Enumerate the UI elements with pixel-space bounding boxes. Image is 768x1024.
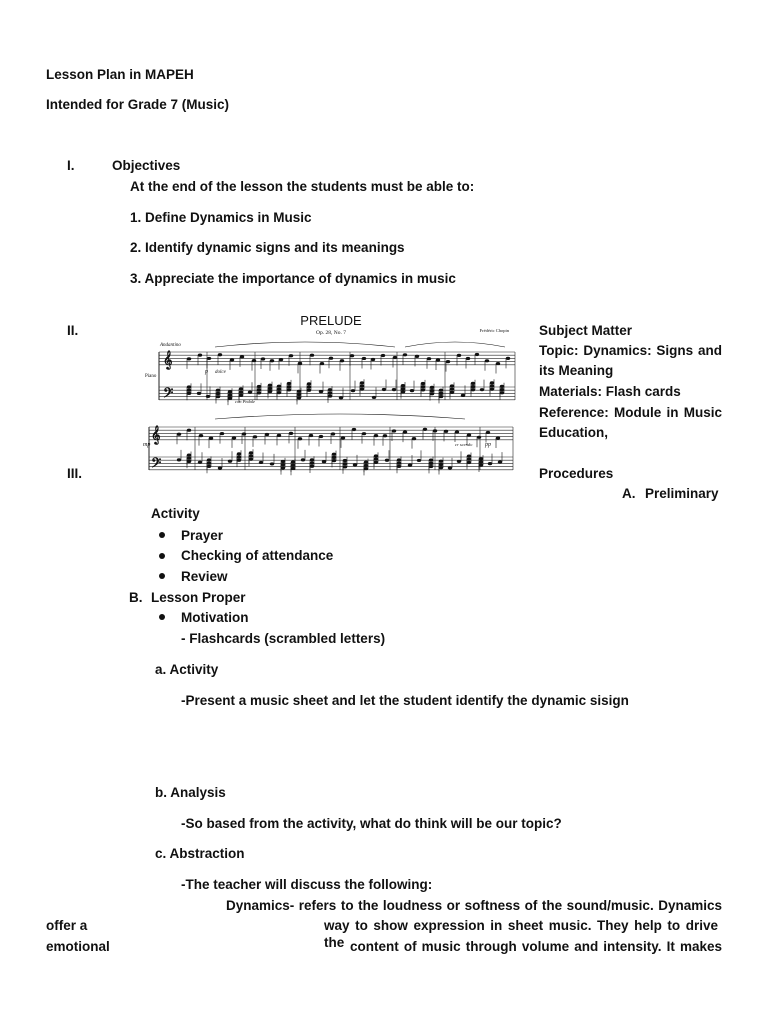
note-head [392,429,396,432]
sheet-opus: Op. 28, No. 7 [316,330,346,336]
note-head [430,392,434,395]
note-head [486,431,490,434]
note-head [362,357,366,360]
note-head [320,362,324,365]
section-numeral-procedures: III. [67,466,83,481]
note-head [385,459,389,462]
sheet-title: PRELUDE [300,313,362,328]
note-head [417,459,421,462]
note-head [490,381,494,384]
abstraction-text: -The teacher will discuss the following: [181,877,433,892]
note-head [197,392,201,395]
note-head [374,454,378,457]
note-head [268,390,272,393]
note-head [332,459,336,462]
note-head [281,466,285,469]
note-head [249,451,253,454]
note-head [477,436,481,439]
note-head [232,436,236,439]
note-head [307,389,311,392]
note-head [480,388,484,391]
note-head [177,458,181,461]
note-head [506,357,510,360]
note-head [471,385,475,388]
note-head [206,395,210,398]
dynamic-mark: pp [485,442,491,448]
note-head [364,464,368,467]
objective-item: 1. Define Dynamics in Music [130,210,312,225]
slur [215,342,395,347]
note-head [298,362,302,365]
note-head [485,359,489,362]
note-head [467,454,471,457]
note-head [339,396,343,399]
motivation-detail: - Flashcards (scrambled letters) [181,631,386,646]
note-head [277,385,281,388]
objective-item: 3. Appreciate the importance of dynamics in music [130,271,456,286]
note-head [382,388,386,391]
note-head [297,390,301,393]
note-head [270,359,274,362]
note-head [239,387,243,390]
note-head [289,432,293,435]
note-head [332,456,336,459]
note-head [496,436,500,439]
note-head [268,384,272,387]
note-head [187,389,191,392]
note-head [281,460,285,463]
note-head [439,389,443,392]
note-head [467,461,471,464]
note-head [412,437,416,440]
note-head [239,391,243,394]
dynamics-definition-line: offer a [46,918,88,933]
topic-line: Topic: Dynamics: Signs and [539,343,722,358]
note-head [479,464,483,467]
note-head [291,464,295,467]
note-head [187,392,191,395]
note-head [343,462,347,465]
note-head [429,459,433,462]
clef-icon: 𝄢 [163,387,174,404]
note-head [343,459,347,462]
note-head [277,388,281,391]
note-head [332,453,336,456]
note-head [310,465,314,468]
bullet-icon [159,553,165,559]
note-head [298,437,302,440]
music-sheet-image [135,307,523,482]
note-head [207,462,211,465]
note-head [228,460,232,463]
note-head [187,357,191,360]
note-head [277,434,281,437]
bullet-icon [159,614,165,620]
note-head [466,357,470,360]
note-head [457,460,461,463]
note-head [439,395,443,398]
note-head [207,465,211,468]
note-head [319,390,323,393]
note-head [467,433,471,436]
note-head [490,388,494,391]
note-head [319,435,323,438]
note-head [281,463,285,466]
dynamics-definition-line: way to show expression in sheet music. They help to drive the [324,918,718,950]
procedure-b-label: B. [129,590,143,605]
note-head [237,459,241,462]
note-head [444,430,448,433]
note-head [496,362,500,365]
pedal-mark: con Pedale [235,399,256,404]
note-head [455,430,459,433]
note-head [403,431,407,434]
section-numeral-objectives: I. [67,158,75,173]
note-head [257,391,261,394]
dynamic-mark: cr scendo [455,442,473,447]
procedure-b-text: Lesson Proper [151,590,246,605]
dynamics-definition-line: content of music through volume and intensity. It makes [350,939,722,954]
note-head [287,385,291,388]
note-head [408,464,412,467]
note-head [230,358,234,361]
note-head [307,382,311,385]
note-head [372,396,376,399]
note-head [187,454,191,457]
note-head [392,388,396,391]
note-head [341,436,345,439]
note-head [383,434,387,437]
note-head [268,387,272,390]
note-head [187,429,191,432]
note-head [374,461,378,464]
note-head [253,435,257,438]
document-title: Lesson Plan in MAPEH [46,67,194,82]
note-head [364,467,368,470]
note-head [340,359,344,362]
note-head [353,463,357,466]
section-numeral-subject: II. [67,323,79,338]
note-head [289,354,293,357]
note-head [423,428,427,431]
note-head [248,391,252,394]
note-head [415,355,419,358]
note-head [374,434,378,437]
note-head [265,433,269,436]
note-head [331,432,335,435]
note-head [177,433,181,436]
note-head [301,458,305,461]
note-head [216,389,220,392]
list-item: Motivation [181,610,249,625]
note-head [360,388,364,391]
note-head [500,385,504,388]
subject-matter-heading: Subject Matter [539,323,633,338]
activity-heading: a. Activity [155,662,219,677]
grade-level: Intended for Grade 7 (Music) [46,97,230,112]
note-head [479,457,483,460]
note-head [500,391,504,394]
reference-line: Education, [539,425,609,440]
note-head [328,394,332,397]
note-head [488,462,492,465]
note-head [439,466,443,469]
note-head [450,388,454,391]
note-head [352,428,356,431]
note-head [364,461,368,464]
note-head [450,391,454,394]
note-head [242,432,246,435]
note-head [220,432,224,435]
reference-line: Reference: Module in Music [539,405,722,420]
note-head [427,357,431,360]
note-head [207,458,211,461]
note-head [471,382,475,385]
note-head [397,458,401,461]
sheet-tempo: Andantino [160,343,181,348]
topic-line: its Meaning [539,363,614,378]
note-head [343,465,347,468]
note-head [310,461,314,464]
analysis-text: -So based from the activity, what do think will be our topic? [181,816,562,831]
note-head [350,354,354,357]
note-head [216,392,220,395]
note-head [429,462,433,465]
note-head [471,388,475,391]
note-head [209,436,213,439]
procedures-heading: Procedures [539,466,614,481]
note-head [270,462,274,465]
note-head [430,389,434,392]
dynamic-mark: mp [143,442,151,448]
procedure-a-label: A. [622,486,636,501]
note-head [403,353,407,356]
note-head [328,391,332,394]
note-head [457,354,461,357]
materials-line: Materials: Flash cards [539,384,681,399]
note-head [401,390,405,393]
analysis-heading: b. Analysis [155,785,226,800]
note-head [277,391,281,394]
note-head [252,359,256,362]
procedure-a-text-cont: Activity [151,506,200,521]
note-head [287,388,291,391]
note-head [374,458,378,461]
note-head [257,385,261,388]
note-head [479,460,483,463]
objective-item: 2. Identify dynamic signs and its meanings [130,240,405,255]
note-head [328,388,332,391]
list-item: Checking of attendance [181,548,334,563]
note-head [433,429,437,432]
dynamic-mark: p [205,369,208,375]
note-head [310,458,314,461]
note-head [360,384,364,387]
note-head [249,454,253,457]
note-head [410,389,414,392]
sheet-composer: Frédéric Chopin [479,328,509,333]
note-head [297,393,301,396]
dynamic-mark: dolce [215,370,226,375]
objectives-heading: Objectives [112,158,181,173]
note-head [430,386,434,389]
bullet-icon [159,573,165,579]
abstraction-heading: c. Abstraction [155,846,245,861]
note-head [475,353,479,356]
note-head [259,461,263,464]
note-head [228,393,232,396]
note-head [329,357,333,360]
note-head [421,385,425,388]
activity-text: -Present a music sheet and let the student identify the dynamic sisign [181,693,629,708]
note-head [490,384,494,387]
note-head [401,384,405,387]
slur [215,414,465,419]
slur [405,342,505,347]
note-head [237,452,241,455]
note-head [401,387,405,390]
note-head [240,355,244,358]
sheet-instrument: Piano [145,374,157,379]
note-head [393,356,397,359]
note-head [237,455,241,458]
note-head [439,463,443,466]
note-head [362,432,366,435]
clef-icon: 𝄞 [151,427,161,444]
note-head [198,354,202,357]
dynamics-definition-line: Dynamics- refers to the loudness or softness of the sound/music. Dynamics [226,898,722,913]
note-head [322,460,326,463]
list-item: Prayer [181,528,224,543]
note-head [439,460,443,463]
note-head [397,465,401,468]
note-head [216,395,220,398]
note-head [448,466,452,469]
note-head [309,434,313,437]
note-head [381,354,385,357]
note-head [436,358,440,361]
dynamics-definition-line: emotional [46,939,110,954]
procedure-a-text: Preliminary [645,486,719,501]
note-head [207,357,211,360]
note-head [228,390,232,393]
note-head [279,358,283,361]
note-head [199,434,203,437]
note-head [450,384,454,387]
note-head [461,394,465,397]
note-head [187,385,191,388]
note-head [307,385,311,388]
note-head [249,458,253,461]
note-head [421,388,425,391]
note-head [198,461,202,464]
note-head [291,467,295,470]
note-head [257,388,261,391]
note-head [351,389,355,392]
note-head [187,460,191,463]
note-head [467,458,471,461]
note-head [397,462,401,465]
note-head [228,397,232,400]
note-head [439,392,443,395]
note-head [239,394,243,397]
note-head [429,465,433,468]
clef-icon: 𝄞 [163,352,173,369]
note-head [218,466,222,469]
note-head [187,457,191,460]
note-head [360,381,364,384]
note-head [297,396,301,399]
note-head [371,358,375,361]
note-head [446,360,450,363]
objectives-intro: At the end of the lesson the students must be able to: [130,179,475,194]
note-head [498,460,502,463]
note-head [218,353,222,356]
clef-icon: 𝄢 [151,457,162,474]
list-item: Review [181,569,228,584]
note-head [310,354,314,357]
note-head [500,388,504,391]
note-head [421,382,425,385]
note-head [287,382,291,385]
bullet-icon [159,532,165,538]
note-head [291,460,295,463]
note-head [261,357,265,360]
